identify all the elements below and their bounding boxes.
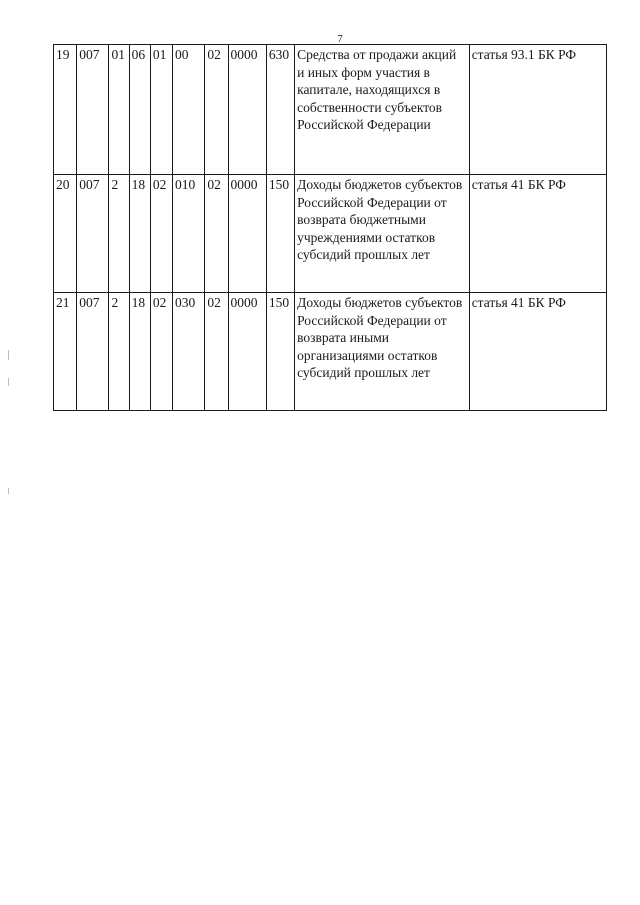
row-number-cell: 19 [54,45,77,175]
code-cell: 007 [77,175,109,293]
code-cell: 01 [109,45,129,175]
scan-artifact [8,488,9,494]
code-cell: 0000 [228,175,266,293]
legal-basis-cell: статья 41 БК РФ [469,175,606,293]
code-cell: 06 [129,45,150,175]
code-cell: 02 [150,293,172,411]
description-cell: Доходы бюджетов субъектов Российской Федерации от возврата иными организациями остатков субсидий прошлых лет [295,293,470,411]
code-cell: 02 [205,175,228,293]
code-cell: 030 [173,293,205,411]
table-row [54,45,607,175]
row-number-cell: 20 [54,175,77,293]
legal-basis-cell: статья 93.1 БК РФ [469,45,606,175]
code-cell: 010 [173,175,205,293]
code-cell: 150 [266,293,294,411]
code-cell: 18 [129,293,150,411]
table-row [54,293,607,411]
code-cell: 150 [266,175,294,293]
code-cell: 0000 [228,293,266,411]
scan-artifact [8,350,9,360]
legal-basis-cell: статья 41 БК РФ [469,293,606,411]
table-row [54,175,607,293]
code-cell: 630 [266,45,294,175]
description-cell: Средства от продажи акций и иных форм участия в капитале, находящихся в собственности субъектов Российской Федерации [295,45,470,175]
row-number-cell: 21 [54,293,77,411]
code-cell: 02 [205,293,228,411]
code-cell: 2 [109,175,129,293]
scan-artifact [8,378,9,386]
code-cell: 2 [109,293,129,411]
description-cell: Доходы бюджетов субъектов Российской Федерации от возврата бюджетными учреждениями остатков субсидий прошлых лет [295,175,470,293]
code-cell: 007 [77,45,109,175]
revenue-classification-table [53,44,607,411]
code-cell: 02 [150,175,172,293]
code-cell: 02 [205,45,228,175]
code-cell: 18 [129,175,150,293]
code-cell: 0000 [228,45,266,175]
code-cell: 01 [150,45,172,175]
code-cell: 00 [173,45,205,175]
code-cell: 007 [77,293,109,411]
page-number: 7 [337,33,343,45]
